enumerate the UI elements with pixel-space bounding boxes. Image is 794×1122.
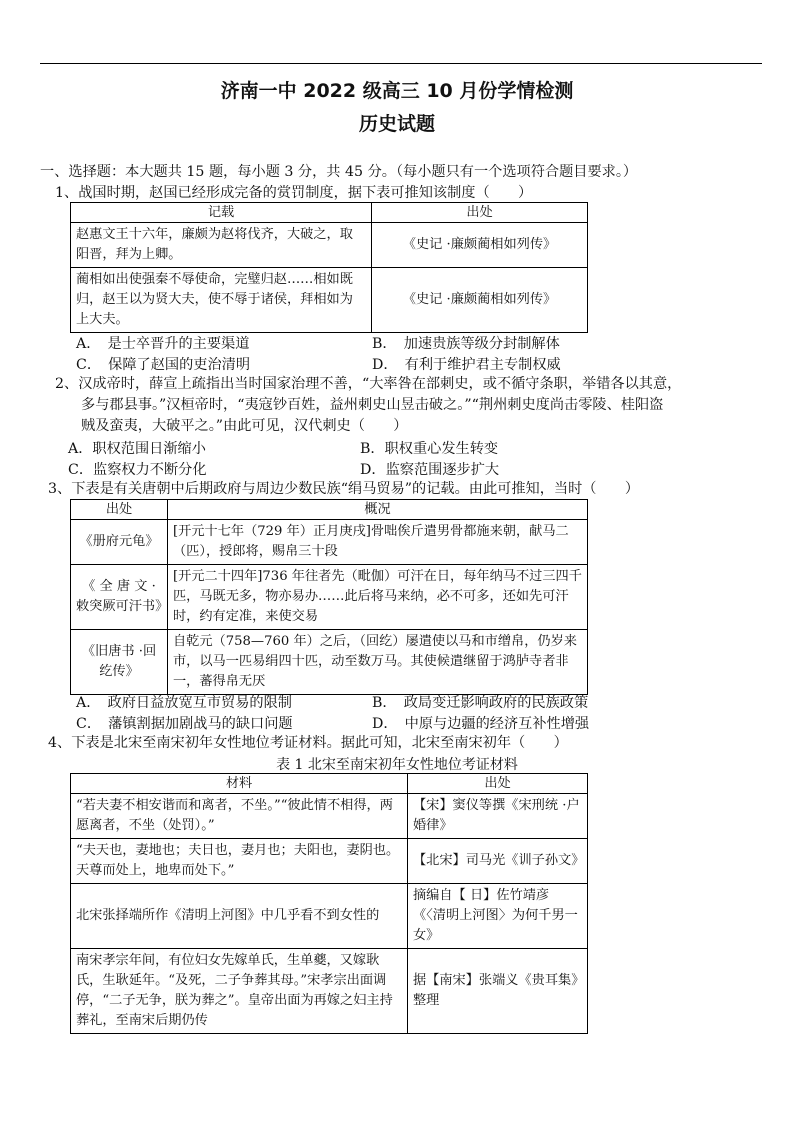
q2-option-a: A．职权范围日渐缩小 [68,441,206,457]
table-cell: 《史记 ·廉颇蔺相如列传》 [372,223,588,268]
q4-table-caption: 表 1 北宋至南宋初年女性地位考证材料 [276,757,518,773]
table-cell: 《旧唐书 ·回纥传》 [71,630,168,695]
q3-table [70,499,588,695]
q1-option-b: B． 加速贵族等级分封制解体 [372,336,560,352]
table-row [71,520,588,565]
table-header-cell: 记载 [71,203,372,223]
table-cell: 据【南宋】张端义《贵耳集》整理 [408,949,588,1034]
exam-subject: 历史试题 [358,113,435,135]
table-row [71,794,588,839]
table-cell: 摘编自【 日】佐竹靖彦《〈清明上河图〉为何千男一女》 [408,884,588,949]
table-header-row [71,500,588,520]
table-cell: 自乾元（758—760 年）之后，（回纥）屡遣使以马和市缯帛，仍岁来市，以马一匹易绢四十匹，动至数万马。其使候遣继留于鸿胪寺者非一，蕃得帛无厌 [168,630,588,695]
table-row [71,884,588,949]
table-cell: [开元十七年（729 年）正月庚戌]骨咄俟斤遣男骨都施来朝，献马二（匹），授郎将，赐帛三十段 [168,520,588,565]
q1-stem: 1、战国时期，赵国已经形成完备的赏罚制度，据下表可推知该制度（ ） [55,185,533,201]
q4-stem: 4、下表是北宋至南宋初年女性地位考证材料。据此可知，北宋至南宋初年（ ） [48,735,568,751]
table-header-cell: 出处 [408,774,588,794]
q2-stem-line: 多与郡县事。”汉桓帝时，“夷寇钞百姓，益州刺史山昱击破之。”“荆州刺史度尚击零陵、桂阳盗 [81,397,664,413]
table-cell: 蔺相如出使强秦不辱使命，完璧归赵……相如既归，赵王以为贤大夫，使不辱于诸侯，拜相如为上大夫。 [71,268,372,333]
table-cell: 赵惠文王十六年，廉颇为赵将伐齐，大破之，取阳晋，拜为上卿。 [71,223,372,268]
table-header-cell: 出处 [372,203,588,223]
table-cell: 【宋】窦仪等撰《宋刑统 ·户婚律》 [408,794,588,839]
q4-table [70,773,588,1034]
q2-stem-line: 贼及蛮夷，大破平之。”由此可见，汉代刺史（ ） [81,418,408,434]
table-cell: 【北宋】司马光《训子孙文》 [408,839,588,884]
table-cell: 北宋张择端所作《清明上河图》中几乎看不到女性的 [71,884,408,949]
table-row [71,949,588,1034]
q3-stem: 3、下表是有关唐朝中后期政府与周边少数民族“绢马贸易”的记载。由此可推知，当时（ ） [48,481,640,497]
q3-option-a: A． 政府日益放宽互市贸易的限制 [76,695,292,711]
table-cell: “夫天也，妻地也；夫日也，妻月也；夫阳也，妻阴也。天尊而处上，地卑而处下。” [71,839,408,884]
q2-option-c: C．监察权力不断分化 [68,462,207,478]
table-row [71,565,588,630]
exam-title: 济南一中 2022 级高三 10 月份学情检测 [220,80,574,102]
section-heading: 一、选择题：本大题共 15 题，每小题 3 分，共 45 分。（每小题只有一个选项符合题目要求。） [40,164,638,180]
table-cell: [开元二十四年]736 年往者先（毗伽）可汗在日，每年纳马不过三四千匹，马既无多，物亦易办……此后将马来纳，必不可多，还如先可汗时，约有定准，来使交易 [168,565,588,630]
q1-table [70,202,588,333]
q3-option-b: B． 政局变迁影响政府的民族政策 [372,695,589,711]
table-cell: 南宋孝宗年间，有位妇女先嫁单氏，生单夔，又嫁耿氏，生耿延年。“及死，二子争葬其母。”宋孝宗出面调停，“二子无争，朕为葬之”。皇帝出面为再嫁之妇主持葬礼，至南宋后期仍传 [71,949,408,1034]
table-header-row [71,774,588,794]
table-cell: 《 全 唐 文 ·敕突厥可汗书》 [71,565,168,630]
table-cell: 《册府元龟》 [71,520,168,565]
table-header-cell: 材料 [71,774,408,794]
q2-option-d: D．监察范围逐步扩大 [360,462,500,478]
header-rule [40,63,762,64]
q1-option-d: D． 有利于维护君主专制权威 [372,357,561,373]
q1-option-a: A． 是士卒晋升的主要渠道 [76,336,250,352]
q2-stem-line: 2、汉成帝时，薛宣上疏指出当时国家治理不善，“大率咎在部刺史，或不循守条职，举错各以其意， [55,376,682,392]
table-header-cell: 概况 [168,500,588,520]
table-header-row [71,203,588,223]
table-cell: “若夫妻不相安谐而和离者，不坐。”“彼此情不相得，两愿离者，不坐（处罚）。” [71,794,408,839]
q1-option-c: C． 保障了赵国的吏治清明 [76,357,251,373]
table-cell: 《史记 ·廉颇蔺相如列传》 [372,268,588,333]
q3-option-c: C． 藩镇割据加剧战马的缺口问题 [76,716,293,732]
table-row [71,630,588,695]
table-header-cell: 出处 [71,500,168,520]
q2-option-b: B．职权重心发生转变 [360,441,499,457]
table-row [71,268,588,333]
table-row [71,839,588,884]
q3-option-d: D． 中原与边疆的经济互补性增强 [372,716,590,732]
table-row [71,223,588,268]
